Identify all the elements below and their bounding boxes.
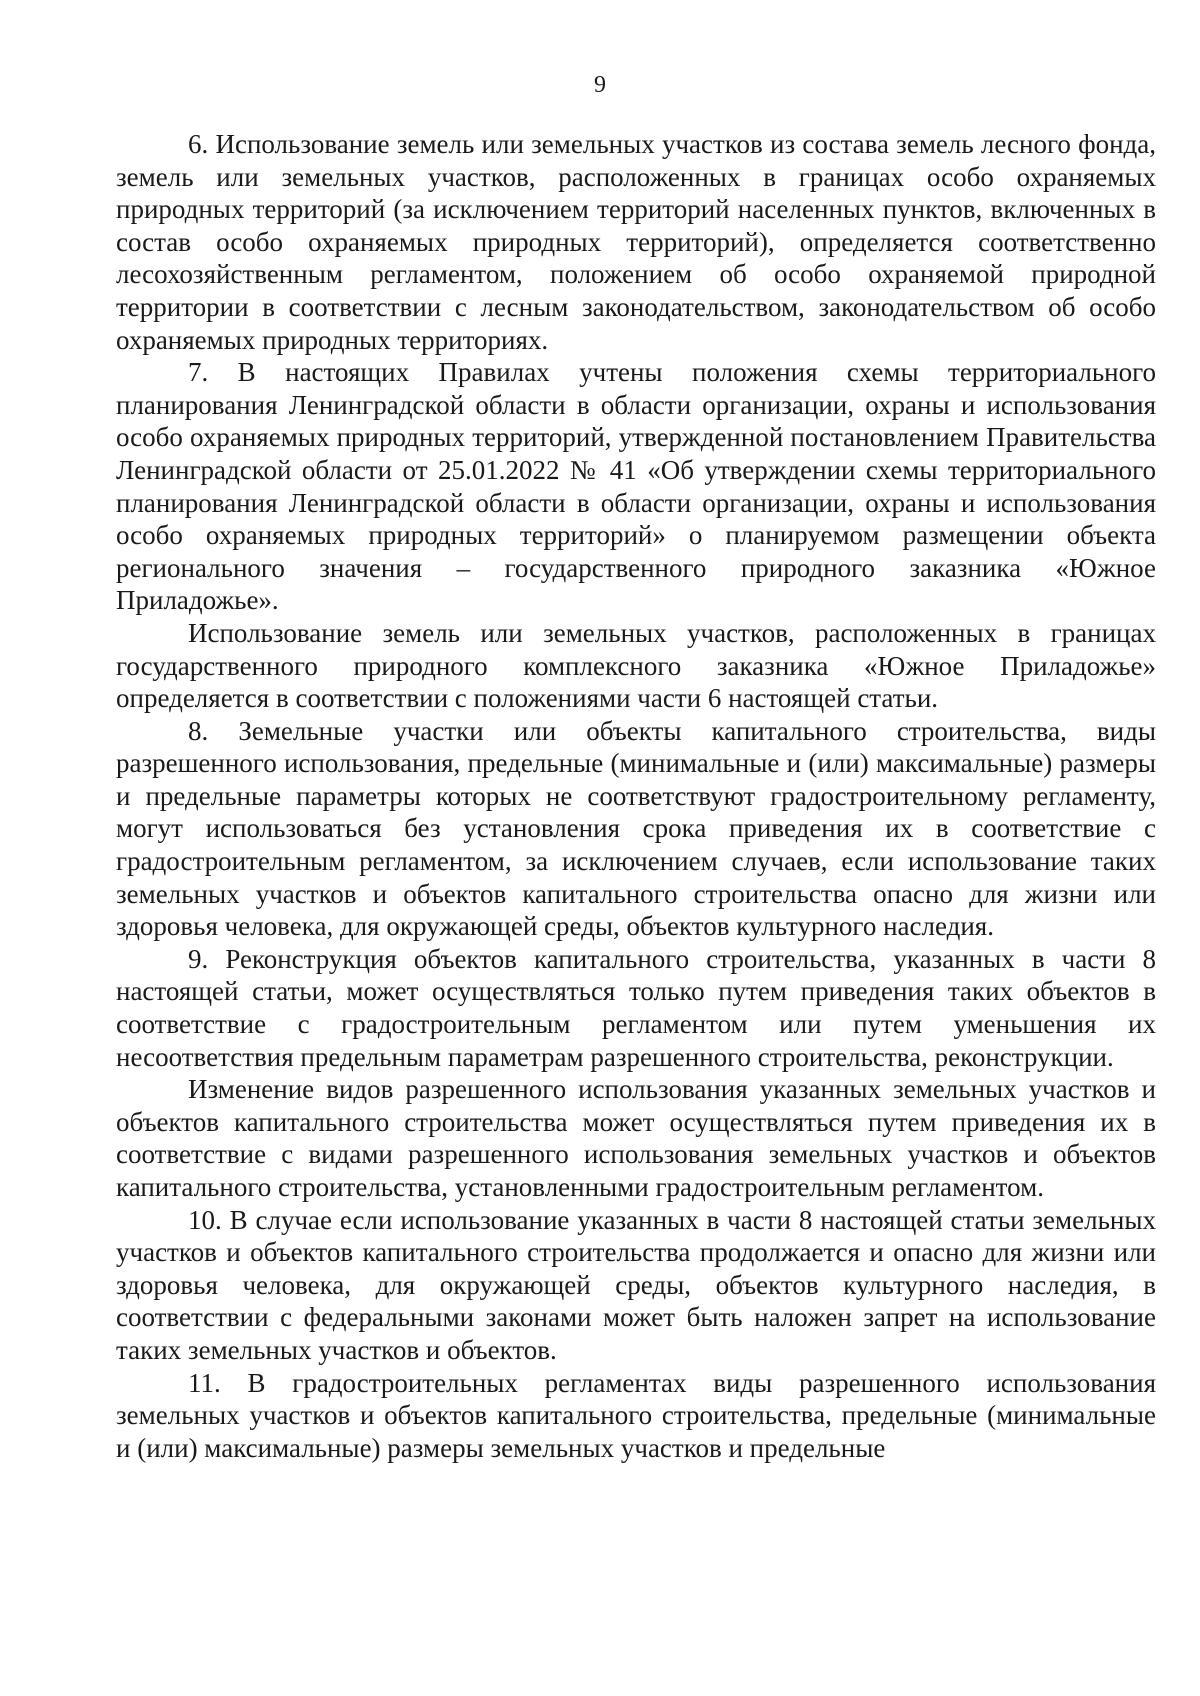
paragraph-6: 6. Использование земель или земельных участков из состава земель лесного фонда, земель или земельных участков, расположенных в границах особо охраняемых природных территорий (за исключением территорий населенных пунктов, включенных в состав особо охраняемых природных территорий), определяется соответственно лесохозяйственным регламентом, положением об особо охраняемой природной территории в соответствии с лесным законодательством, законодательством об особо охраняемых природных территориях.: [116, 129, 1156, 355]
paragraph-11: 11. В градостроительных регламентах виды разрешенного использования земельных участков и объектов капитального строительства, предельные (минимальные и (или) максимальные) размеры земельных участков и предельные: [116, 1367, 1156, 1463]
paragraph-9: 9. Реконструкция объектов капитального строительства, указанных в части 8 настоящей статьи, может осуществляться только путем приведения таких объектов в соответствие с градостроительным регламентом или путем уменьшения их несоответствия предельным параметрам разрешенного строительства, реконструкции.: [116, 943, 1156, 1072]
paragraph-7-continuation: Использование земель или земельных участков, расположенных в границах государственного природного комплексного заказника «Южное Приладожье» определяется в соответствии с положениями части 6 настоящей статьи.: [116, 617, 1156, 714]
paragraph-9-continuation: Изменение видов разрешенного использования указанных земельных участков и объектов капитального строительства может осуществляться путем приведения их в соответствие с видами разрешенного использования земельных участков и объектов капитального строительства, установленными градостроительным регламентом.: [116, 1074, 1156, 1202]
paragraph-7: 7. В настоящих Правилах учтены положения схемы территориального планирования Ленинградской области в области организации, охраны и использования особо охраняемых природных территорий, утвержденной постановлением Правительства Ленинградской области от 25.01.2022 № 41 «Об утверждении схемы территориального планирования Ленинградской области в области организации, охраны и использования особо охраняемых природных территорий» о планируемом размещении объекта регионального значения – государственного природного заказника «Южное Приладожье».: [116, 357, 1156, 616]
paragraph-8: 8. Земельные участки или объекты капитального строительства, виды разрешенного использования, предельные (минимальные и (или) максимальные) размеры и предельные параметры которых не соответствуют градостроительному регламенту, могут использоваться без установления срока приведения их в соответствие с градостроительным регламентом, за исключением случаев, если использование таких земельных участков и объектов капитального строительства опасно для жизни или здоровья человека, для окружающей среды, объектов культурного наследия.: [116, 715, 1156, 942]
page-number: 9: [594, 72, 606, 98]
paragraph-10: 10. В случае если использование указанных в части 8 настоящей статьи земельных участков и объектов капитального строительства продолжается и опасно для жизни или здоровья человека, для окружающей среды, объектов культурного наследия, в соответствии с федеральными законами может быть наложен запрет на использование таких земельных участков и объектов.: [116, 1204, 1156, 1365]
document-body: [116, 128, 1156, 1464]
